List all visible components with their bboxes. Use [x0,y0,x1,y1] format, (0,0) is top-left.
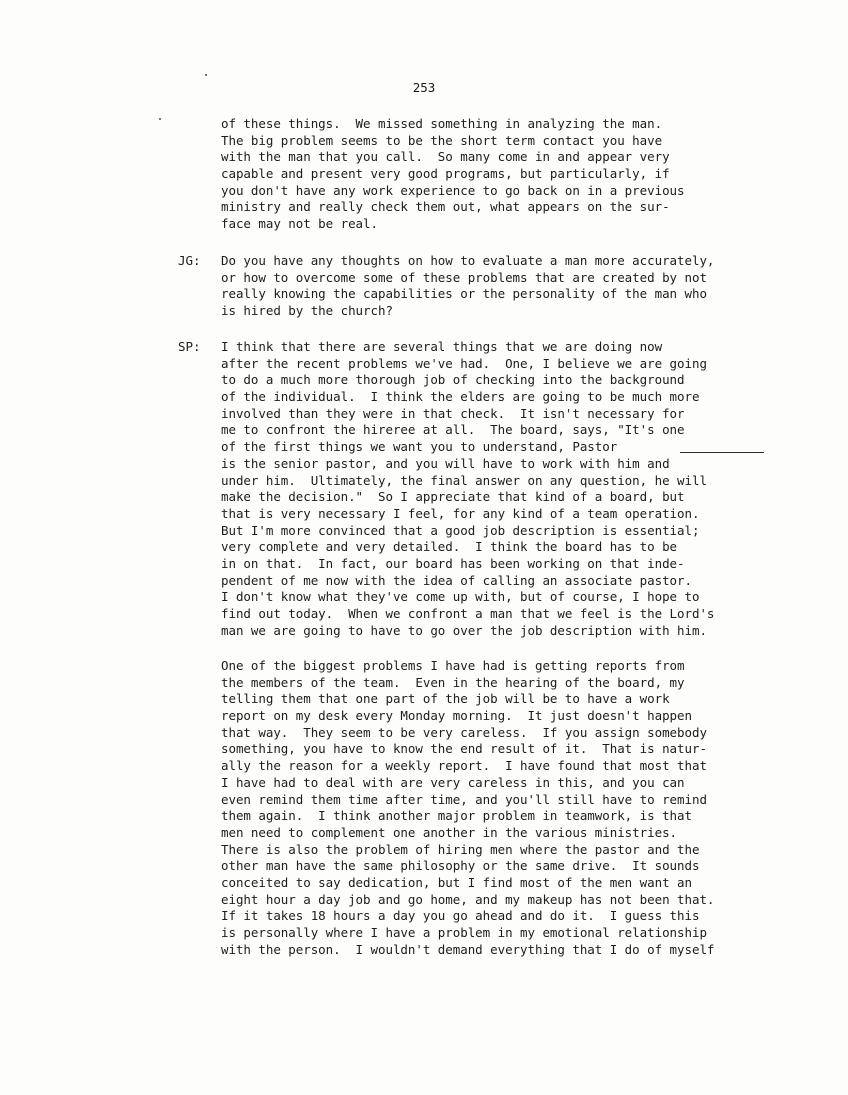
text-line: make the decision." So I appreciate that kind of a board, but [221,489,685,505]
text-line: capable and present very good programs, but particularly, if [221,166,670,182]
text-line: me to confront the hireree at all. The board, says, "It's one [221,422,685,438]
text-line: the members of the team. Even in the hearing of the board, my [221,674,685,690]
text-line: Do you have any thoughts on how to evaluate a man more accurately, [221,253,715,268]
text-line: I have had to deal with are very careless in this, and you can [221,774,685,790]
text-line: I think that there are several things that we are doing now [221,339,663,354]
text-line: with the man that you call. So many come in and appear very [221,149,670,165]
text-line: really knowing the capabilities or the personality of the man who [221,286,707,302]
text-line: with the person. I wouldn't demand everything that I do of myself [221,941,715,957]
text-line: or how to overcome some of these problems that are created by not [221,269,707,285]
text-line: you don't have any work experience to go back on in a previous [221,182,685,198]
paragraph-sp-continued [221,658,821,958]
text-line: under him. Ultimately, the final answer on any question, he will [221,472,707,488]
text-line: is the senior pastor, and you will have to work with him and [221,455,670,471]
name-blank-underline [680,452,764,453]
text-line: that is very necessary I feel, for any kind of a team operation. [221,505,700,521]
text-line: ministry and really check them out, what appears on the sur- [221,199,670,215]
text-line: other man have the same philosophy or the same drive. It sounds [221,858,700,874]
text-line: even remind them time after time, and you'll still have to remind [221,791,707,807]
text-line: man we are going to have to go over the job description with him. [221,622,707,638]
text-line: very complete and very detailed. I think the board has to be [221,539,678,555]
text-line: telling them that one part of the job will be to have a work [221,691,670,707]
text-line: I don't know what they've come up with, but of course, I hope to [221,589,700,605]
text-line: of the individual. I think the elders are going to be much more [221,389,700,405]
text-line: report on my desk every Monday morning. It just doesn't happen [221,708,692,724]
text-line: them again. I think another major problem in teamwork, is that [221,808,692,824]
text-line: But I'm more convinced that a good job description is essential; [221,522,700,538]
text-line: involved than they were in that check. It isn't necessary for [221,405,685,421]
text-line: after the recent problems we've had. One, I believe we are going [221,355,707,371]
scan-speck [159,118,161,120]
text-line: of the first things we want you to understand, Pastor [221,439,618,455]
text-line: of these things. We missed something in analyzing the man. [221,116,663,131]
text-line: There is also the problem of hiring men where the pastor and the [221,841,700,857]
text-line: eight hour a day job and go home, and my makeup has not been that. [221,891,715,907]
text-line: pendent of me now with the idea of calling an associate pastor. [221,572,692,588]
text-line: If it takes 18 hours a day you go ahead and do it. I guess this [221,908,700,924]
text-line: that way. They seem to be very careless. If you assign somebody [221,724,707,740]
text-line: ally the reason for a weekly report. I have found that most that [221,758,707,774]
text-line: conceited to say dedication, but I find most of the men want an [221,874,692,890]
text-line: is hired by the church? [221,303,393,319]
text-line: is personally where I have a problem in my emotional relationship [221,925,707,940]
text-line: men need to complement one another in the various ministries. [221,824,678,840]
speaker-label-sp: SP: [178,339,201,354]
text-line: The big problem seems to be the short term contact you have [221,132,663,148]
paragraph-continuation [221,116,821,233]
text-line: face may not be real. [221,216,378,232]
paragraph-sp-answer [221,339,821,639]
text-line: in on that. In fact, our board has been working on that inde- [221,555,685,571]
paragraph-jg-question [221,253,821,320]
text-line: find out today. When we confront a man that we feel is the Lord's [221,606,715,621]
speaker-label-jg: JG: [178,253,201,268]
text-line: One of the biggest problems I have had is getting reports from [221,658,685,673]
text-line: something, you have to know the end result of it. That is natur- [221,741,707,757]
scan-speck [205,74,207,76]
text-line: to do a much more thorough job of checking into the background [221,372,685,388]
page-number: 253 [412,80,436,95]
